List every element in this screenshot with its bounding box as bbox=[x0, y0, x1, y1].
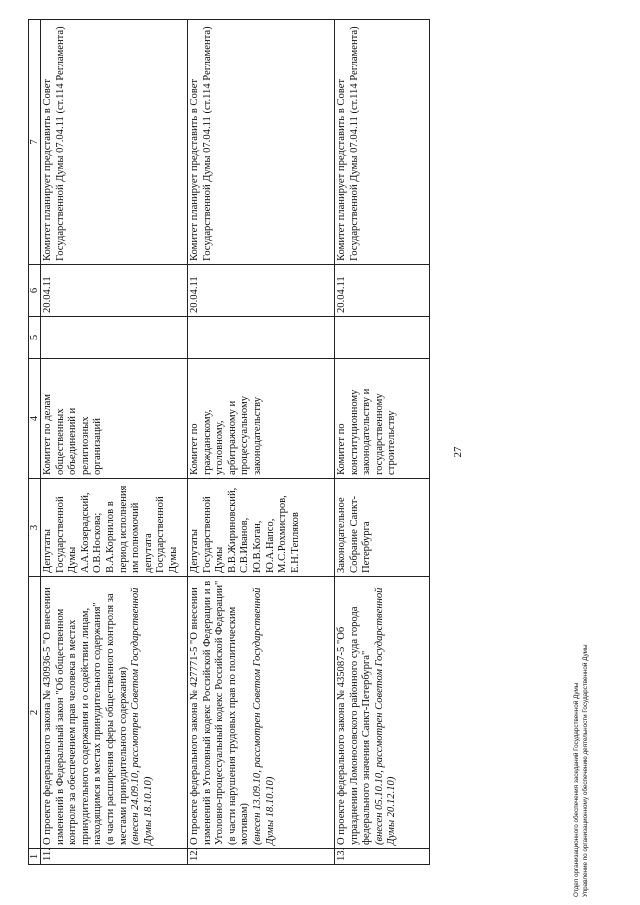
footer-directorate: Управление по организационному обеспечению деятельности Государственной Думы bbox=[582, 644, 589, 897]
column-header-7: 7 bbox=[29, 20, 41, 265]
consideration-date: 20.04.11 bbox=[41, 265, 188, 317]
consideration-date: 20.04.11 bbox=[335, 265, 430, 317]
responsible-committee: Комитет по конституционному законодательству и государственному строительству bbox=[335, 359, 430, 479]
column-5-cell bbox=[188, 317, 335, 359]
bill-note: (внесен 05.10.10, рассмотрен Советом Государственной Думы 20.12.10) bbox=[373, 587, 398, 845]
column-header-6: 6 bbox=[29, 265, 41, 317]
table-row bbox=[41, 20, 188, 865]
column-5-cell bbox=[335, 317, 430, 359]
bill-description bbox=[41, 577, 188, 849]
bill-initiator: Законодательное Собрание Санкт-Петербурга bbox=[335, 479, 430, 577]
responsible-committee: Комитет по гражданскому, уголовному, арбитражному и процессуальному законодательству bbox=[188, 359, 335, 479]
column-header-2: 2 bbox=[29, 577, 41, 849]
table-row bbox=[335, 20, 430, 865]
row-number: 13. bbox=[335, 849, 430, 865]
bill-initiator: Депутаты Государственной Думы А.А.Козерадский, О.В.Носкова; В.А.Корнилов в период исполнения им полномочий депутата Государственной Думы bbox=[41, 479, 188, 577]
row-number: 12. bbox=[188, 849, 335, 865]
column-header-4: 4 bbox=[29, 359, 41, 479]
bill-description bbox=[188, 577, 335, 849]
column-header-3: 3 bbox=[29, 479, 41, 577]
bill-initiator: Депутаты Государственной Думы В.В.Жириновский, С.В.Иванов, Ю.В.Коган, Ю.А.Напсо, М.С.Рохмистров, Е.Н.Тепляков bbox=[188, 479, 335, 577]
bill-description bbox=[335, 577, 430, 849]
responsible-committee: Комитет по делам общественных объединений и религиозных организаций bbox=[41, 359, 188, 479]
consideration-date: 20.04.11 bbox=[188, 265, 335, 317]
bill-title: О проекте федерального закона № 427771-5 "О внесении изменений в Уголовный кодекс Российской Федерации и в Уголовно-процессуальный кодекс Российской Федерации" (в части нарушения трудовых прав по политическим мотивам) bbox=[189, 580, 251, 845]
bill-note: (внесен 13.09.10, рассмотрен Советом Государственной Думы 18.10.10) bbox=[251, 587, 276, 845]
row-number: 11. bbox=[41, 849, 188, 865]
bill-note: (внесен 24.09.10, рассмотрен Советом Государственной Думы 18.10.10) bbox=[130, 587, 154, 845]
bill-title: О проекте федерального закона № 435087-5 "Об упразднении Ломоносовского районного суда города федерального значения Санкт-Петербурга" bbox=[336, 606, 373, 845]
column-header-1: 1 bbox=[29, 849, 41, 865]
document-footer bbox=[572, 644, 590, 897]
column-5-cell bbox=[41, 317, 188, 359]
bills-table bbox=[28, 19, 430, 865]
committee-plan: Комитет планирует представить в Совет Государственной Думы 07.04.11 (ст.114 Регламента) bbox=[41, 20, 188, 265]
table-header-row bbox=[29, 20, 41, 865]
page-number: 27 bbox=[452, 446, 464, 458]
committee-plan: Комитет планирует представить в Совет Государственной Думы 07.04.11 (ст.114 Регламента) bbox=[335, 20, 430, 265]
table-row bbox=[188, 20, 335, 865]
committee-plan: Комитет планирует представить в Совет Государственной Думы 07.04.11 (ст.114 Регламента) bbox=[188, 20, 335, 265]
footer-department: Отдел организационного обеспечения заседаний Государственной Думы bbox=[573, 682, 580, 897]
column-header-5: 5 bbox=[29, 317, 41, 359]
bill-title: О проекте федерального закона № 430936-5 "О внесении изменений в Федеральный закон "Об общественном контроле за обеспечением прав человека в местах принудительного содержания и о содействии лицам, находящимся в местах принудительного содержания" (в части расширения сферы общественного контроля за местами принудительного содержания) bbox=[42, 587, 129, 845]
